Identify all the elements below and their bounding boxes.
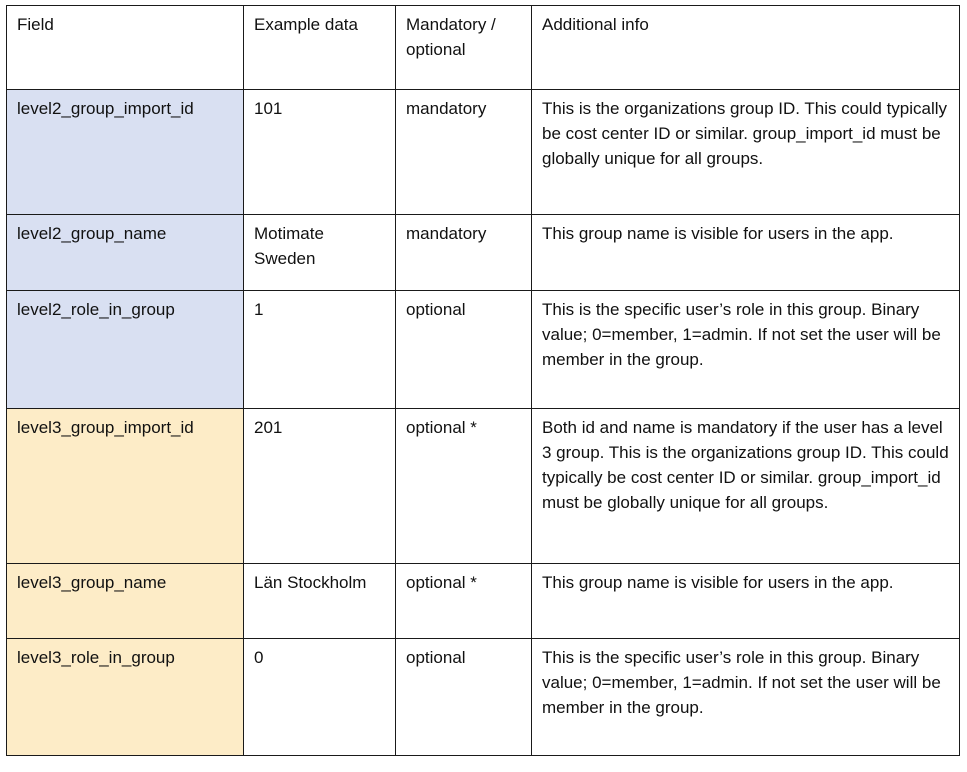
info-cell: Both id and name is mandatory if the user has a level 3 group. This is the organizations group ID. This could typically be cost center ID or similar. group_import_id must be globally unique for all groups. — [532, 409, 960, 564]
header-field: Field — [7, 6, 244, 90]
info-cell: This is the specific user’s role in this group. Binary value; 0=member, 1=admin. If not set the user will be member in the group. — [532, 639, 960, 756]
mandatory-cell: mandatory — [396, 215, 532, 291]
table-row — [7, 215, 960, 291]
field-cell — [7, 564, 244, 639]
mandatory-cell: mandatory — [396, 90, 532, 215]
example-cell: 0 — [244, 639, 396, 756]
example-cell: 101 — [244, 90, 396, 215]
field-name: level3_group_name — [17, 573, 167, 592]
table-row — [7, 639, 960, 756]
table-row — [7, 409, 960, 564]
mandatory-cell: optional * — [396, 564, 532, 639]
example-cell: Län Stockholm — [244, 564, 396, 639]
info-cell: This group name is visible for users in the app. — [532, 215, 960, 291]
table-row — [7, 291, 960, 409]
field-cell — [7, 90, 244, 215]
field-cell — [7, 291, 244, 409]
header-example-data: Example data — [244, 6, 396, 90]
table-row — [7, 564, 960, 639]
field-cell — [7, 409, 244, 564]
header-additional-info: Additional info — [532, 6, 960, 90]
field-cell — [7, 639, 244, 756]
mandatory-cell: optional — [396, 639, 532, 756]
example-cell: Motimate Sweden — [244, 215, 396, 291]
field-name: level3_role_in_group — [17, 648, 175, 667]
field-name: level3_group_import_id — [17, 418, 194, 437]
header-mandatory-optional: Mandatory / optional — [396, 6, 532, 90]
table-row — [7, 90, 960, 215]
info-cell: This group name is visible for users in the app. — [532, 564, 960, 639]
example-cell: 1 — [244, 291, 396, 409]
mandatory-cell: optional * — [396, 409, 532, 564]
info-cell: This is the specific user’s role in this group. Binary value; 0=member, 1=admin. If not set the user will be member in the group. — [532, 291, 960, 409]
info-cell: This is the organizations group ID. This could typically be cost center ID or similar. group_import_id must be globally unique for all groups. — [532, 90, 960, 215]
field-name: level2_group_name — [17, 224, 167, 243]
field-spec-table — [6, 5, 960, 756]
field-name: level2_group_import_id — [17, 99, 194, 118]
example-cell: 201 — [244, 409, 396, 564]
table-header-row — [7, 6, 960, 90]
field-cell — [7, 215, 244, 291]
mandatory-cell: optional — [396, 291, 532, 409]
field-name: level2_role_in_group — [17, 300, 175, 319]
